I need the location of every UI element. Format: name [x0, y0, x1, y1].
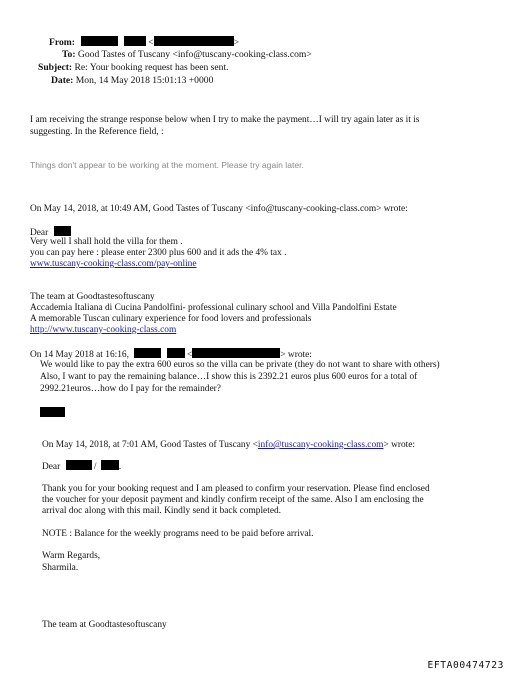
redacted-sender-surname	[124, 36, 146, 46]
to-row	[62, 49, 312, 61]
reply1-line-1: Very well I shall hold the villa for them .	[30, 237, 183, 247]
reply3-dear-row	[42, 460, 121, 473]
subject-label: Subject:	[38, 62, 73, 73]
error-message: Things don't appear to be working at the moment. Please try again later.	[30, 160, 304, 170]
redacted-sender-name	[81, 36, 118, 46]
subject-row	[38, 62, 229, 74]
reply3-email-link[interactable]: info@tuscany-cooking-class.com	[257, 440, 384, 450]
dear-period: .	[118, 462, 122, 472]
from-label: From:	[49, 37, 75, 48]
from-row	[49, 36, 239, 49]
document-id: EFTA00474723	[427, 660, 504, 671]
reply3-p1-line-1: Thank you for your booking request and I am pleased to confirm your reservation. Please find enclosed	[42, 484, 430, 494]
message-line-2: suggesting. In the Reference field, :	[30, 127, 164, 137]
reply2-line-1: We would like to pay the extra 600 euros so the villa can be private (they do not want to share with others)	[40, 360, 440, 370]
reply3-p1-line-2: the voucher for your deposit payment and kindly confirm receipt of the same. Also I am enclosing the	[42, 495, 424, 505]
redacted-name-1	[66, 460, 92, 470]
reply1-dear: Dear	[30, 228, 49, 238]
reply1-sig-2: Accademia Italiana di Cucina Pandolfini- professional culinary school and Villa Pandolfini Estate	[30, 303, 397, 313]
redacted-signature	[40, 407, 65, 417]
reply3-intro	[42, 440, 415, 451]
reply3-note: NOTE : Balance for the weekly programs need to be paid before arrival.	[42, 529, 314, 539]
redacted-sender-surname-2	[167, 348, 185, 358]
bracket-close: >	[233, 37, 239, 48]
to-value: Good Tastes of Tuscany <info@tuscany-cooking-class.com>	[77, 49, 312, 60]
reply3-regards: Warm Regards,	[42, 551, 101, 561]
subject-value: Re: Your booking request has been sent.	[74, 62, 229, 73]
reply1-line-2: you can pay here : please enter 2300 plus 600 and it ads the 4% tax .	[30, 248, 287, 258]
redacted-sender-email-2	[192, 348, 280, 358]
reply2-intro-end: wrote:	[287, 350, 312, 360]
bracket-close-2: >	[280, 350, 286, 360]
redacted-recipient	[54, 226, 71, 236]
redacted-sender-name-2	[134, 348, 161, 358]
reply3-team: The team at Goodtastesoftuscany	[42, 620, 167, 630]
reply3-p1-line-3: arrival doc along with this mail. Kindly send it back completed.	[42, 506, 282, 516]
redacted-sender-email	[154, 36, 234, 46]
reply1-intro: On May 14, 2018, at 10:49 AM, Good Tastes of Tuscany <info@tuscany-cooking-class.com> wrote:	[30, 204, 408, 214]
reply2-line-2: Also, I want to pay the remaining balance…I show this is 2392.21 euros plus 600 euros for a total of	[40, 372, 418, 382]
reply3-intro-start: On May 14, 2018, at 7:01 AM, Good Tastes of Tuscany <	[42, 440, 258, 450]
reply3-intro-end: > wrote:	[383, 440, 416, 450]
bracket-open: <	[148, 37, 154, 48]
reply3-slash: /	[93, 462, 97, 472]
bracket-open-2: <	[186, 350, 193, 360]
date-label: Date:	[51, 75, 74, 86]
reply2-line-3: 2992.21euros…how do I pay for the remainder?	[40, 384, 221, 394]
reply3-name: Sharmila.	[42, 563, 79, 573]
reply3-dear: Dear	[42, 462, 61, 472]
pay-online-link[interactable]: www.tuscany-cooking-class.com/pay-online	[30, 259, 197, 269]
website-link[interactable]: http://www.tuscany-cooking-class.com	[30, 325, 177, 335]
reply2-intro-start: On 14 May 2018 at 16:16,	[30, 350, 129, 360]
reply1-sig-1: The team at Goodtastesoftuscany	[30, 292, 155, 302]
to-label: To:	[62, 49, 76, 60]
redacted-name-2	[101, 460, 122, 472]
date-row	[51, 75, 213, 87]
date-value: Mon, 14 May 2018 15:01:13 +0000	[75, 75, 214, 86]
reply1-sig-3: A memorable Tuscan culinary experience for food lovers and professionals	[30, 314, 312, 324]
message-line-1: I am receiving the strange response below when I try to make the payment…I will try again later as it is	[30, 115, 420, 125]
